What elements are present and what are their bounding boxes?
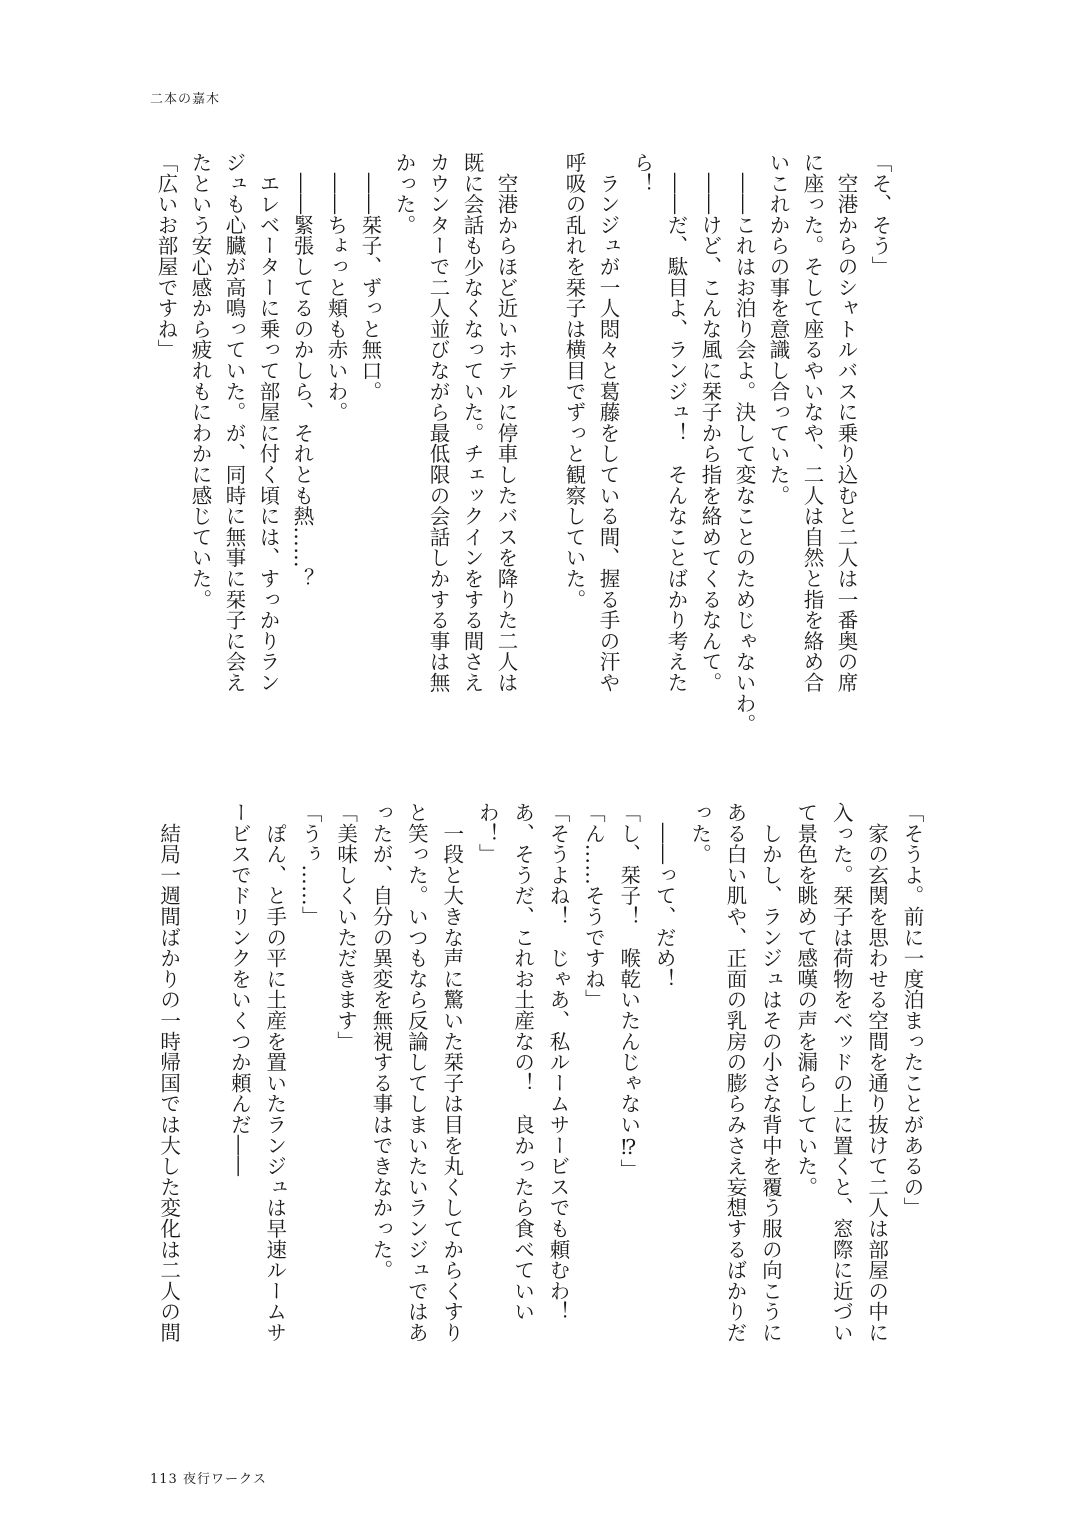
text-line: 空港からのシャトルバスに乗り込むと二人は一番奥の席 bbox=[834, 152, 858, 693]
text-line: 入った。栞子は荷物をベッドの上に置くと、窓際に近づい bbox=[829, 802, 854, 1343]
text-line: 「そうよ。前に一度泊まったことがあるの」 bbox=[900, 802, 924, 1218]
blank-line bbox=[187, 802, 221, 823]
text-line: った。 bbox=[687, 802, 712, 865]
text-line: ――けど、こんな風に栞子から指を絡めてくるなんて。 bbox=[698, 152, 722, 693]
text-line: 呼吸の乱れを栞子は横目でずっと観察していた。 bbox=[562, 152, 586, 610]
text-line: ――これはお泊り会よ。決して変なことのためじゃないわ。 bbox=[732, 152, 756, 735]
text-line: 一段と大きな声に驚いた栞子は目を丸くしてからくすり bbox=[439, 802, 464, 1343]
text-line: 「そうよね！ じゃあ、私ルームサービスでも頼むわ！ bbox=[546, 802, 570, 1322]
text-line: 空港からほど近いホテルに停車したバスを降りた二人は bbox=[494, 152, 518, 693]
text-line: 結局一週間ばかりの一時帰国では大した変化は二人の間 bbox=[156, 802, 181, 1343]
text-line: いこれからの事を意識し合っていた。 bbox=[766, 152, 790, 506]
text-line: 「広いお部屋ですね」 bbox=[154, 152, 178, 360]
text-line: ある白い肌や、正面の乳房の膨らみさえ妄想するばかりだ bbox=[723, 802, 747, 1343]
text-line: 「そ、そう」 bbox=[868, 152, 892, 277]
text-line: 「し、栞子！ 喉乾いたんじゃない⁉」 bbox=[616, 802, 641, 1180]
text-line: ――だ、駄目よ、ランジュ！ そんなことばかり考えた bbox=[664, 152, 688, 693]
text-line: カウンターで二人並びながら最低限の会話しかする事は無 bbox=[426, 152, 450, 693]
text-line: ぽん、と手の平に土産を置いたランジュは早速ルームサ bbox=[262, 802, 287, 1343]
text-line: たという安心感から疲れもにわかに感じていた。 bbox=[188, 152, 212, 610]
publication-name: 夜行ワークス bbox=[182, 1472, 267, 1487]
text-line: 「美味しくいただきます」 bbox=[333, 802, 358, 1052]
text-line: ジュも心臓が高鳴っていた。が、同時に無事に栞子に会え bbox=[222, 152, 246, 693]
text-line: ら！ bbox=[630, 152, 654, 194]
text-line: かった。 bbox=[392, 152, 416, 236]
text-line: ――って、だめ！ bbox=[652, 802, 677, 990]
text-line: ービスでドリンクをいくつか頼んだ―― bbox=[227, 802, 252, 1177]
text-line: しかし、ランジュはその小さな背中を覆う服の向こうに bbox=[758, 802, 783, 1343]
text-line: 既に会話も少なくなっていた。チェックインをする間さえ bbox=[460, 152, 484, 693]
text-line: エレベーターに乗って部屋に付く頃には、すっかりラン bbox=[256, 152, 280, 693]
text-line: と笑った。いつもなら反論してしまいたいランジュではあ bbox=[404, 802, 429, 1343]
page-number: 113 bbox=[150, 1472, 178, 1487]
text-line: ――栞子、ずっと無口。 bbox=[358, 152, 382, 402]
text-line: わ！」 bbox=[475, 802, 500, 865]
running-head: 二本の嘉木 bbox=[150, 92, 221, 107]
text-line: ランジュが一人悶々と葛藤をしている間、握る手の汗や bbox=[596, 152, 620, 693]
text-line: 家の玄関を思わせる空間を通り抜けて二人は部屋の中に bbox=[864, 802, 889, 1343]
text-line: ――ちょっと頬も赤いわ。 bbox=[324, 152, 348, 423]
text-line: ったが、自分の異変を無視する事はできなかった。 bbox=[369, 802, 393, 1281]
text-line: 「ん……そうですね」 bbox=[581, 802, 606, 1010]
text-line: に座った。そして座るやいなや、二人は自然と指を絡め合 bbox=[800, 152, 824, 693]
page-footer bbox=[150, 1468, 267, 1487]
text-line: ――緊張してるのかしら、それとも熱……？ bbox=[290, 152, 314, 589]
text-line: 「うぅ……」 bbox=[298, 802, 323, 927]
text-line: て景色を眺めて感嘆の声を漏らしていた。 bbox=[793, 802, 818, 1198]
text-line: あ、そうだ、これお土産なの！ 良かったら食べていい bbox=[510, 802, 535, 1322]
